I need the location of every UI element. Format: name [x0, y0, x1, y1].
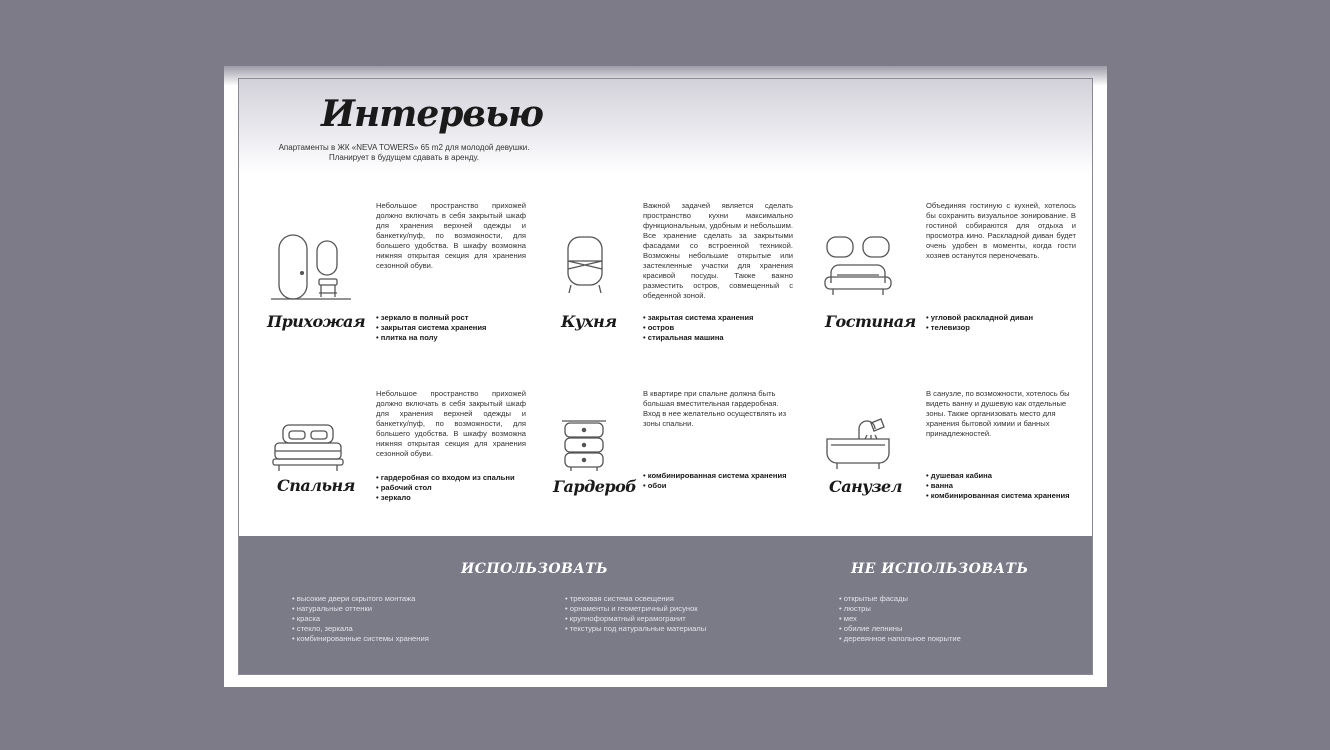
list-item: • люстры — [839, 604, 1059, 614]
list-item: • закрытая система хранения — [643, 313, 793, 323]
list-item: • ванна — [926, 481, 1076, 491]
list-item: • обилие лепнины — [839, 624, 1059, 634]
room-list-bedroom — [376, 473, 526, 503]
dont-use-title: НЕ ИСПОЛЬЗОВАТЬ — [851, 561, 1029, 577]
list-item: • остров — [643, 323, 793, 333]
list-item: • закрытая система хранения — [376, 323, 526, 333]
dresser-icon — [559, 419, 609, 473]
dont-use-list — [839, 594, 1059, 644]
subtitle-line-2: Планирует в будущем сдавать в аренду. — [329, 153, 479, 162]
room-desc-bathroom: В санузле, по возможности, хотелось бы видеть ванну и душевую как отдельные зоны. Также организовать место для хранения бытовой химии и банных принадлежностей. — [926, 389, 1070, 438]
list-item: • комбинированная система хранения — [643, 471, 793, 481]
list-item: • угловой раскладной диван — [926, 313, 1076, 323]
room-list-kitchen — [643, 313, 793, 343]
list-item: • высокие двери скрытого монтажа — [292, 594, 542, 604]
kitchen-icon — [561, 231, 611, 303]
hallway-icon — [271, 231, 351, 303]
page-title: Интервью — [321, 93, 543, 135]
room-desc-hallway: Небольшое пространство прихожей должно включать в себя закрытый шкаф для хранения верхней одежды и банкетку/пуф, по возможности, для большего удобства. В шкафу возможна нижняя открытая секция для хранения сезонной обуви. — [376, 201, 526, 270]
list-item: • душевая кабина — [926, 471, 1076, 481]
sofa-icon — [823, 231, 893, 303]
room-name-bedroom: Спальня — [277, 476, 355, 495]
list-item: • обои — [643, 481, 793, 491]
list-item: • открытые фасады — [839, 594, 1059, 604]
room-list-bathroom — [926, 471, 1076, 501]
room-list-living — [926, 313, 1076, 333]
subtitle-line-1: Апартаменты в ЖК «NEVA TOWERS» 65 m2 для молодой девушки. — [278, 143, 530, 152]
list-item: • натуральные оттенки — [292, 604, 542, 614]
list-item: • деревянное напольное покрытие — [839, 634, 1059, 644]
list-item: • трековая система освещения — [565, 594, 815, 604]
list-item: • плитка на полу — [376, 333, 526, 343]
document-page — [224, 66, 1107, 687]
room-name-bathroom: Санузел — [829, 477, 902, 496]
list-item: • комбинированные системы хранения — [292, 634, 542, 644]
room-desc-bedroom: Небольшое пространство прихожей должно включать в себя закрытый шкаф для хранения верхней одежды и банкетку/пуф, по возможности, для большего удобства. В шкафу возможна нижняя открытая секция для хранения сезонной обуви. — [376, 389, 526, 458]
room-list-hallway — [376, 313, 526, 343]
list-item: • стиральная машина — [643, 333, 793, 343]
room-name-living: Гостиная — [825, 312, 916, 331]
bathtub-icon — [823, 411, 893, 473]
use-title: ИСПОЛЬЗОВАТЬ — [461, 561, 609, 577]
content-frame — [238, 78, 1093, 675]
page-subtitle — [259, 143, 549, 163]
room-desc-kitchen: Важной задачей является сделать пространство кухни максимально функциональным, удобным и небольшим. Все хранение сделать за закрытыми фасадами со встроенной техникой. Возможны небольшие открытые или застекленные участки для хранения красивой посуды. Также важно разместить остров, совмещенный с обеденной зоной. — [643, 201, 793, 300]
list-item: • краска — [292, 614, 542, 624]
list-item: • орнаменты и геометричный рисунок — [565, 604, 815, 614]
list-item: • зеркало в полный рост — [376, 313, 526, 323]
room-list-wardrobe — [643, 471, 793, 491]
room-desc-wardrobe: В квартире при спальне должна быть большая вместительная гардеробная. Вход в нее желательно осуществлять из зоны спальни. — [643, 389, 787, 428]
list-item: • мех — [839, 614, 1059, 624]
room-name-wardrobe: Гардероб — [553, 477, 637, 496]
room-name-hallway: Прихожая — [267, 312, 366, 331]
list-item: • рабочий стол — [376, 483, 526, 493]
list-item: • телевизор — [926, 323, 1076, 333]
room-desc-living: Объединяя гостиную с кухней, хотелось бы сохранить визуальное зонирование. В гостиной собираются для отдыха и просмотра кино. Раскладной диван будет очень удобен в моменты, когда гости хозяев останутся переночевать. — [926, 201, 1076, 260]
list-item: • комбинированная система хранения — [926, 491, 1076, 501]
list-item: • стекло, зеркала — [292, 624, 542, 634]
recommendations-band — [239, 536, 1093, 675]
list-item: • гардеробная со входом из спальни — [376, 473, 526, 483]
list-item: • текстуры под натуральные материалы — [565, 624, 815, 634]
list-item: • зеркало — [376, 493, 526, 503]
use-list-1 — [292, 594, 542, 644]
use-list-2 — [565, 594, 815, 634]
list-item: • крупноформатный керамогранит — [565, 614, 815, 624]
room-name-kitchen: Кухня — [561, 312, 617, 331]
bed-icon — [271, 419, 345, 473]
